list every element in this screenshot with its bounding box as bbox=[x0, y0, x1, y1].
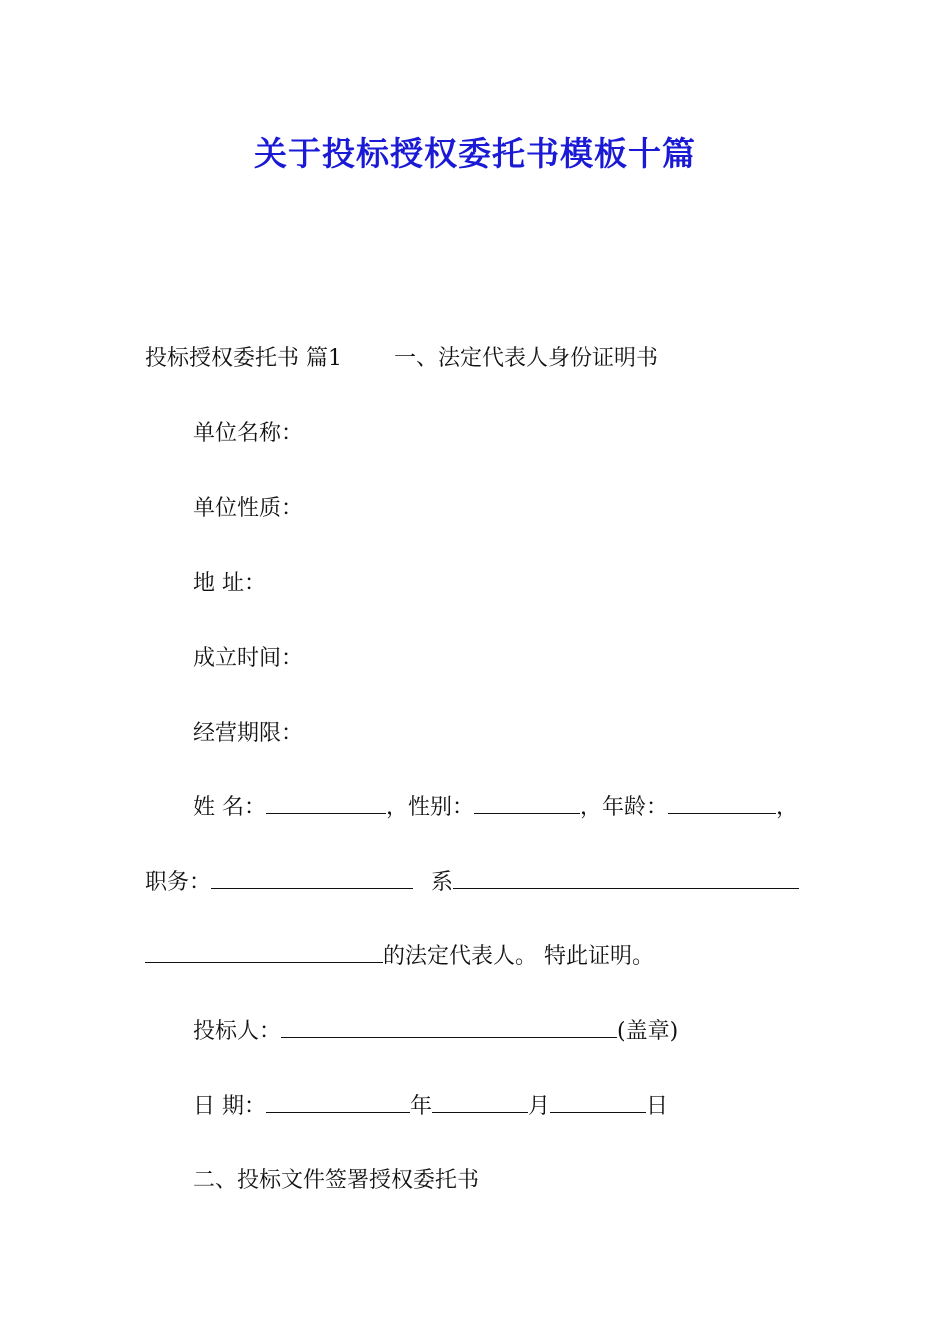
year-label: 年 bbox=[410, 1094, 433, 1119]
day-label: 日 bbox=[646, 1094, 669, 1119]
bidder-line bbox=[193, 1017, 678, 1047]
position-label: 职务： bbox=[145, 870, 212, 895]
comma: ， bbox=[776, 795, 799, 820]
document-title: 关于投标授权委托书模板十篇 bbox=[254, 134, 696, 173]
month-label: 月 bbox=[528, 1094, 551, 1119]
company-blank-continued[interactable] bbox=[145, 942, 383, 963]
gender-blank[interactable] bbox=[474, 793, 580, 814]
age-blank[interactable] bbox=[668, 793, 776, 814]
gender-label: ，性别： bbox=[386, 795, 475, 820]
address-line: 地 址： bbox=[193, 571, 266, 596]
section-heading-left: 投标授权委托书 篇1 bbox=[145, 346, 342, 371]
is-label: 系 bbox=[431, 870, 454, 895]
date-label: 日 期： bbox=[193, 1094, 266, 1119]
month-blank[interactable] bbox=[432, 1092, 528, 1113]
company-blank[interactable] bbox=[453, 868, 799, 889]
name-label: 姓 名： bbox=[193, 795, 266, 820]
heading-line bbox=[145, 344, 658, 374]
name-blank[interactable] bbox=[266, 793, 386, 814]
name-gender-age-line bbox=[193, 793, 798, 823]
founded-line: 成立时间： bbox=[193, 646, 304, 671]
section2-heading: 二、投标文件签署授权委托书 bbox=[193, 1168, 480, 1193]
date-line bbox=[193, 1092, 668, 1122]
age-label: ，年龄： bbox=[580, 795, 669, 820]
seal-text: (盖章) bbox=[617, 1019, 679, 1044]
bidder-label: 投标人： bbox=[193, 1019, 282, 1044]
legal-rep-line bbox=[145, 942, 654, 972]
year-blank[interactable] bbox=[266, 1092, 410, 1113]
section-heading-right: 一、法定代表人身份证明书 bbox=[394, 346, 659, 371]
legal-rep-text: 的法定代表人。 特此证明。 bbox=[383, 944, 654, 969]
period-line: 经营期限： bbox=[193, 721, 304, 746]
bidder-blank[interactable] bbox=[281, 1017, 617, 1038]
day-blank[interactable] bbox=[550, 1092, 646, 1113]
unit-nature-line: 单位性质： bbox=[193, 496, 304, 521]
unit-name-line: 单位名称： bbox=[193, 421, 304, 446]
position-blank[interactable] bbox=[211, 868, 413, 889]
position-line bbox=[145, 868, 799, 898]
